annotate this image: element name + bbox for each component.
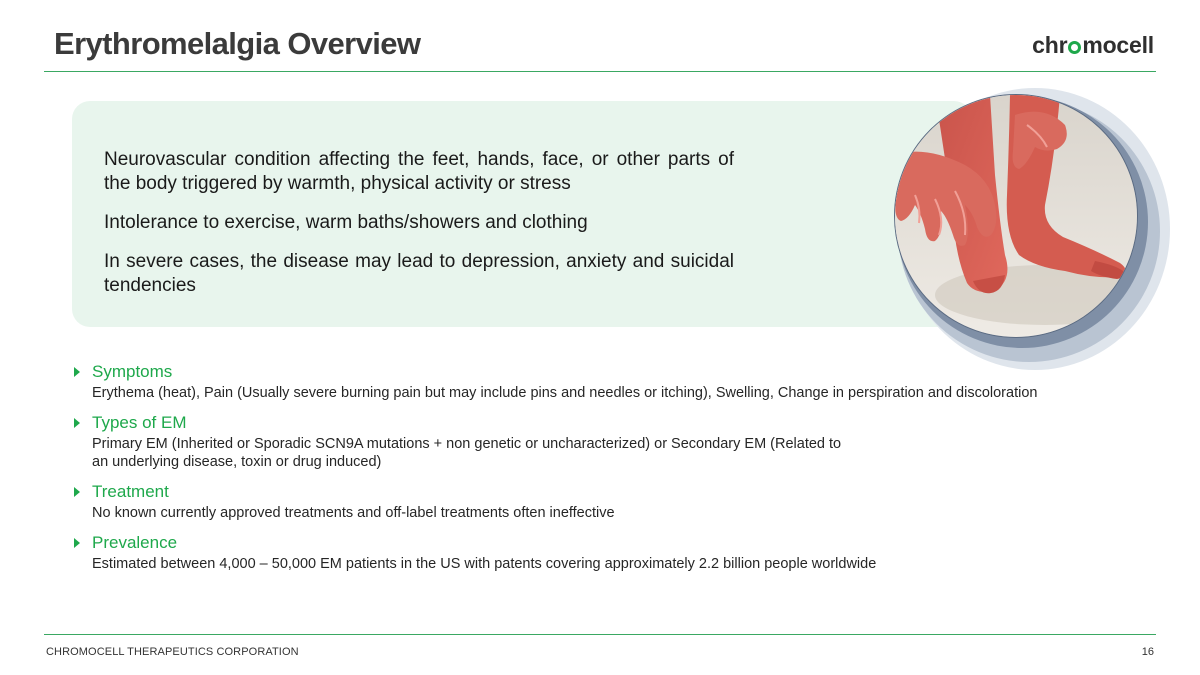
section-heading: Prevalence: [92, 533, 178, 552]
section-heading: Treatment: [92, 482, 169, 501]
feet-illustration: [895, 95, 1138, 338]
bullet-arrow-icon: [74, 418, 80, 428]
logo-text-prefix: chr: [1032, 32, 1068, 58]
section-body: No known currently approved treatments and off-label treatments often ineffective: [92, 505, 615, 521]
section-treatment: [74, 482, 1134, 522]
header-divider: [44, 71, 1156, 72]
page-title: Erythromelalgia Overview: [54, 26, 421, 61]
footer-divider: [44, 634, 1156, 635]
section-prevalence: [74, 533, 1134, 573]
logo-text-suffix: mocell: [1082, 32, 1154, 58]
section-body: Erythema (heat), Pain (Usually severe burning pain but may include pins and needles or itching), Swelling, Change in perspiration and discoloration: [92, 385, 1038, 401]
intro-paragraph-3: In severe cases, the disease may lead to depression, anxiety and suicidal tendencies: [104, 251, 734, 296]
page-number: 16: [1141, 646, 1154, 658]
section-heading: Types of EM: [92, 413, 187, 432]
bullet-arrow-icon: [74, 487, 80, 497]
logo-o-mark: [1068, 41, 1081, 54]
section-types-of-em: [74, 413, 1134, 471]
bullet-arrow-icon: [74, 538, 80, 548]
overview-sections: [74, 362, 1134, 584]
section-body: Primary EM (Inherited or Sporadic SCN9A mutations + non genetic or uncharacterized) or Secondary EM (Related to an underlying disease, toxin or drug induced): [92, 436, 842, 470]
section-body: Estimated between 4,000 – 50,000 EM patients in the US with patents covering approximately 2.2 billion people worldwide: [92, 556, 877, 572]
intro-paragraph-2: Intolerance to exercise, warm baths/showers and clothing: [104, 212, 588, 233]
footer-company: CHROMOCELL THERAPEUTICS CORPORATION: [46, 646, 299, 658]
feet-photo: [894, 94, 1138, 338]
company-logo: [1032, 32, 1154, 59]
section-heading: Symptoms: [92, 362, 173, 381]
intro-text: [104, 148, 734, 313]
intro-paragraph-1: Neurovascular condition affecting the feet, hands, face, or other parts of the body triggered by warmth, physical activity or stress: [104, 149, 734, 194]
section-symptoms: [74, 362, 1134, 402]
bullet-arrow-icon: [74, 367, 80, 377]
